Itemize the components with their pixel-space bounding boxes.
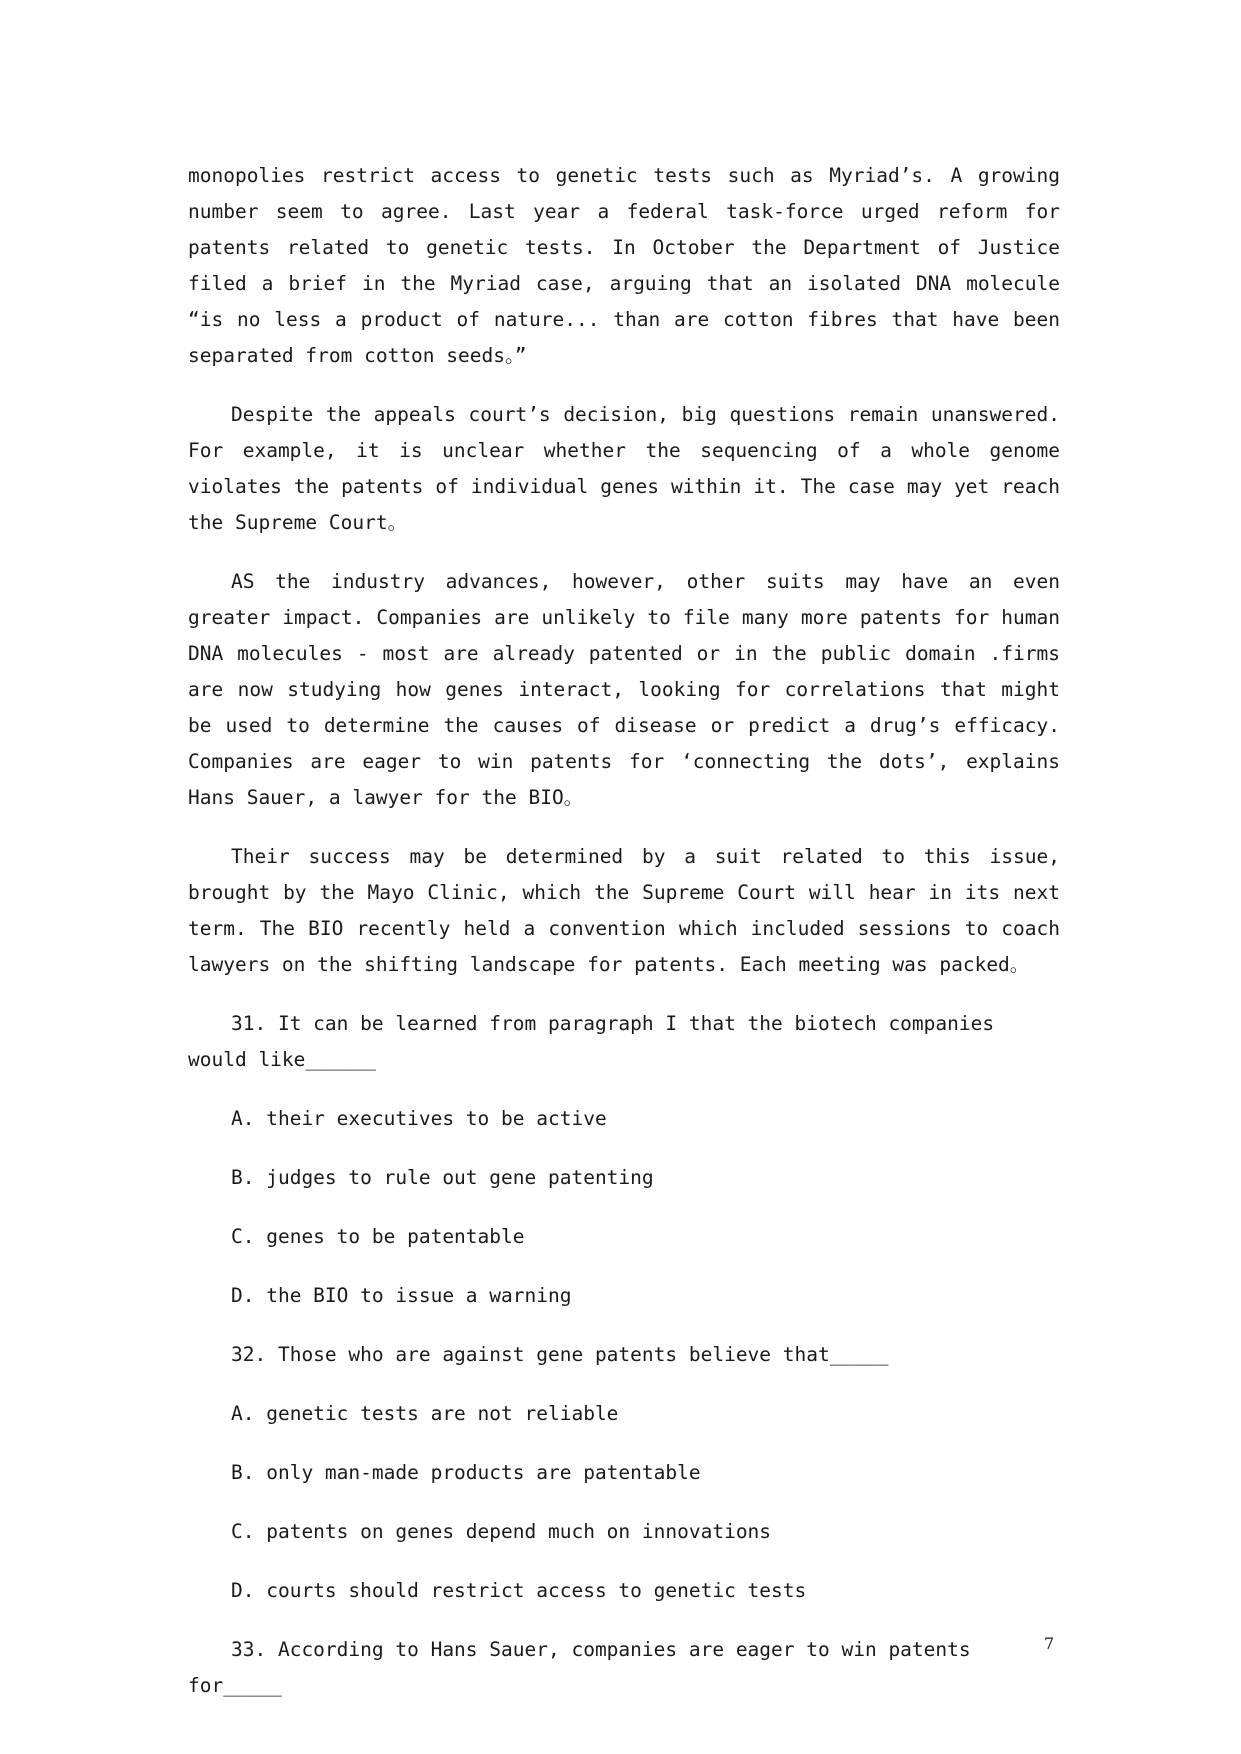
question-32-option-c: C. patents on genes depend much on innovations [231,1520,772,1543]
paragraph-1: monopolies restrict access to genetic tests such as Myriad’s. A growing number seem to agree. Last year a federal task-force urged reform for patents related to genetic tests. In October the Department of Justice filed a brief in the Myriad case, arguing that an isolated DNA molecule “is no less a product of nature... than are cotton fibres that have been separated from cotton seeds。” [188,164,1060,367]
question-31-stem: 31. It can be learned from paragraph I that the biotech companies would like______ [188,1012,995,1071]
question-31-option-d: D. the BIO to issue a warning [231,1284,572,1307]
question-31 [188,1006,1060,1314]
question-32-stem: 32. Those who are against gene patents believe that_____ [231,1343,889,1366]
question-32-option-b: B. only man-made products are patentable [231,1461,701,1484]
page-number: 7 [1044,1634,1055,1653]
question-31-option-b: B. judges to rule out gene patenting [231,1166,654,1189]
paragraph-3: AS the industry advances, however, other suits may have an even greater impact. Companies are unlikely to file many more patents for human DNA molecules - most are already patented or in the public domain .firms are now studying how genes interact, looking for correlations that might be used to determine the causes of disease or predict a drug’s efficacy. Companies are eager to win patents for ‘connecting the dots’, explains Hans Sauer, a lawyer for the BIO。 [188,570,1060,809]
question-31-option-a: A. their executives to be active [231,1107,607,1130]
question-32 [188,1337,1060,1609]
document-page [188,158,1060,1727]
question-33-stem: 33. According to Hans Sauer, companies are eager to win patents for_____ [188,1638,971,1697]
question-32-option-d: D. courts should restrict access to genetic tests [231,1579,807,1602]
question-32-option-a: A. genetic tests are not reliable [231,1402,619,1425]
question-33 [188,1632,1060,1704]
paragraph-4: Their success may be determined by a suit related to this issue, brought by the Mayo Clinic, which the Supreme Court will hear in its next term. The BIO recently held a convention which included sessions to coach lawyers on the shifting landscape for patents. Each meeting was packed。 [188,845,1060,976]
paragraph-2: Despite the appeals court’s decision, big questions remain unanswered. For example, it is unclear whether the sequencing of a whole genome violates the patents of individual genes within it. The case may yet reach the Supreme Court。 [188,403,1060,534]
question-31-option-c: C. genes to be patentable [231,1225,525,1248]
